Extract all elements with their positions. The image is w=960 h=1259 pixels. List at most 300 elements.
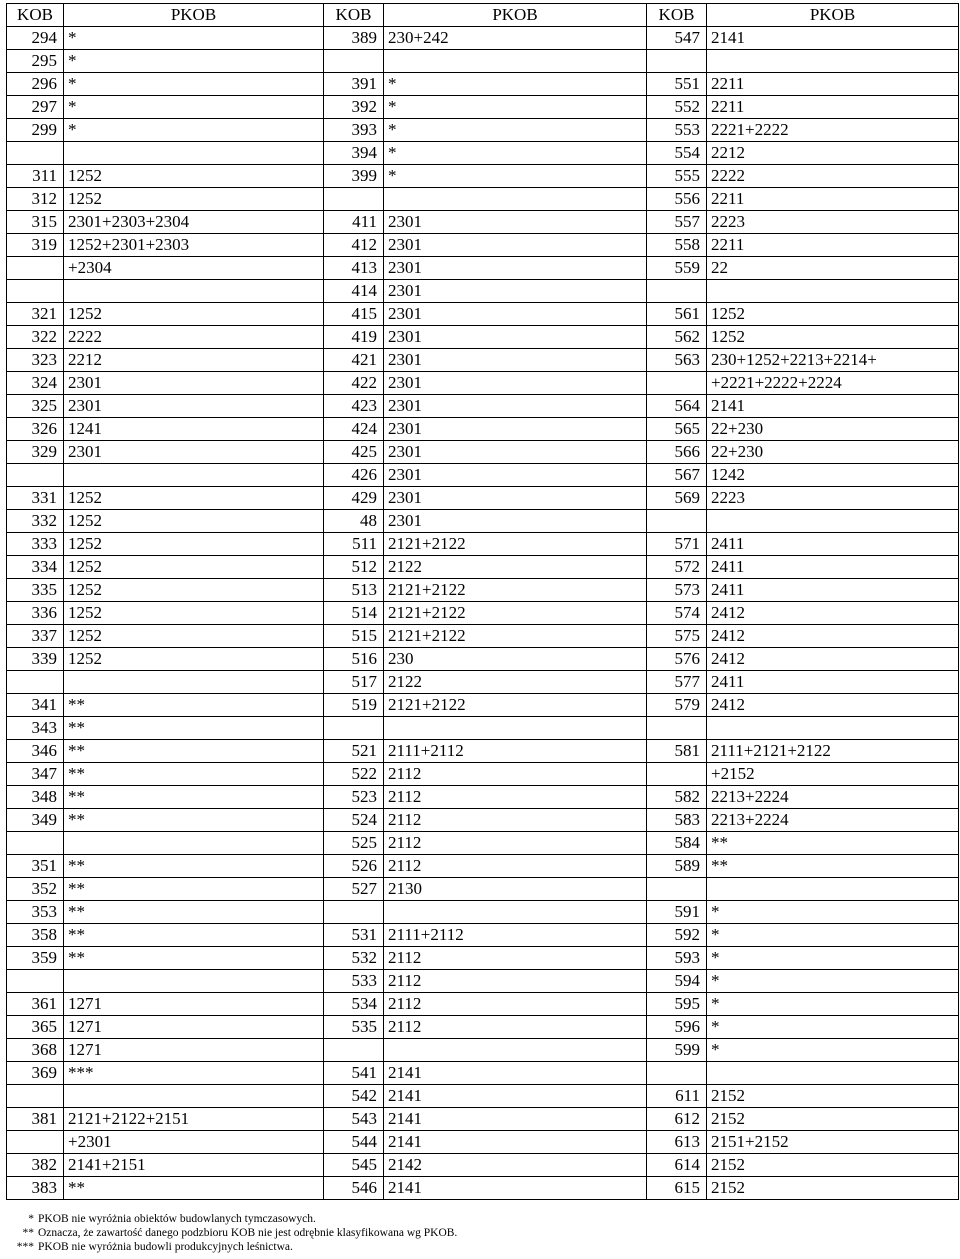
pkob-cell: 2301 <box>384 211 647 234</box>
table-row <box>7 73 959 96</box>
kob-cell: 413 <box>324 257 384 280</box>
kob-cell: 543 <box>324 1108 384 1131</box>
pkob-cell: 1252 <box>707 303 959 326</box>
table-row <box>7 1108 959 1131</box>
pkob-cell: 2301 <box>384 418 647 441</box>
table-row <box>7 878 959 901</box>
pkob-cell: 1252 <box>707 326 959 349</box>
kob-cell: 369 <box>7 1062 64 1085</box>
pkob-cell: 2112 <box>384 763 647 786</box>
pkob-cell: 2112 <box>384 832 647 855</box>
kob-cell: 333 <box>7 533 64 556</box>
kob-cell <box>7 257 64 280</box>
table-row <box>7 234 959 257</box>
pkob-cell: 2121+2122 <box>384 694 647 717</box>
pkob-cell: 2301 <box>384 257 647 280</box>
pkob-cell: 2111+2112 <box>384 740 647 763</box>
pkob-cell: 2141 <box>384 1177 647 1200</box>
kob-cell: 592 <box>647 924 707 947</box>
kob-cell: 341 <box>7 694 64 717</box>
kob-cell: 346 <box>7 740 64 763</box>
pkob-cell <box>64 142 324 165</box>
pkob-cell: 2411 <box>707 671 959 694</box>
pkob-cell: 2301 <box>384 303 647 326</box>
kob-cell: 599 <box>647 1039 707 1062</box>
kob-cell: 541 <box>324 1062 384 1085</box>
pkob-cell: 2211 <box>707 188 959 211</box>
pkob-cell <box>384 901 647 924</box>
pkob-cell: 2222 <box>707 165 959 188</box>
kob-cell <box>647 1062 707 1085</box>
pkob-cell: * <box>707 993 959 1016</box>
kob-cell: 535 <box>324 1016 384 1039</box>
kob-cell: 515 <box>324 625 384 648</box>
kob-cell: 335 <box>7 579 64 602</box>
pkob-cell: 2211 <box>707 234 959 257</box>
pkob-cell: ** <box>707 832 959 855</box>
kob-cell: 322 <box>7 326 64 349</box>
kob-cell: 334 <box>7 556 64 579</box>
pkob-cell: 2301 <box>64 441 324 464</box>
kob-cell: 613 <box>647 1131 707 1154</box>
pkob-cell: 2122 <box>384 556 647 579</box>
pkob-cell: 2211 <box>707 96 959 119</box>
pkob-cell: 2301 <box>384 510 647 533</box>
kob-cell: 411 <box>324 211 384 234</box>
kob-cell: 517 <box>324 671 384 694</box>
pkob-cell: 2141 <box>384 1062 647 1085</box>
kob-cell: 571 <box>647 533 707 556</box>
kob-cell: 315 <box>7 211 64 234</box>
kob-cell: 412 <box>324 234 384 257</box>
pkob-cell: 2112 <box>384 970 647 993</box>
pkob-cell: * <box>64 27 324 50</box>
pkob-cell <box>707 1062 959 1085</box>
table-row <box>7 832 959 855</box>
pkob-cell: 2221+2222 <box>707 119 959 142</box>
footnote-marker: *** <box>16 1241 34 1253</box>
kob-cell: 353 <box>7 901 64 924</box>
header-pkob-2: PKOB <box>384 4 647 27</box>
table-row <box>7 1177 959 1200</box>
kob-cell: 615 <box>647 1177 707 1200</box>
kob-cell: 569 <box>647 487 707 510</box>
pkob-cell: 2141 <box>384 1085 647 1108</box>
kob-cell <box>7 1131 64 1154</box>
kob-cell: 581 <box>647 740 707 763</box>
table-row <box>7 556 959 579</box>
kob-cell: 591 <box>647 901 707 924</box>
table-row <box>7 119 959 142</box>
kob-cell <box>647 280 707 303</box>
pkob-cell: 2112 <box>384 947 647 970</box>
pkob-cell: 1252 <box>64 303 324 326</box>
pkob-cell: * <box>707 947 959 970</box>
table-row <box>7 924 959 947</box>
kob-cell: 424 <box>324 418 384 441</box>
kob-cell: 359 <box>7 947 64 970</box>
pkob-cell: 2301 <box>384 487 647 510</box>
kob-cell: 324 <box>7 372 64 395</box>
kob-cell: 525 <box>324 832 384 855</box>
kob-cell: 347 <box>7 763 64 786</box>
pkob-cell <box>384 717 647 740</box>
pkob-cell <box>384 1039 647 1062</box>
pkob-cell: ** <box>64 786 324 809</box>
kob-cell: 296 <box>7 73 64 96</box>
kob-cell: 329 <box>7 441 64 464</box>
kob-cell: 572 <box>647 556 707 579</box>
header-pkob-1: PKOB <box>64 4 324 27</box>
kob-cell: 389 <box>324 27 384 50</box>
pkob-cell: 1271 <box>64 1039 324 1062</box>
table-row <box>7 464 959 487</box>
pkob-cell <box>64 280 324 303</box>
kob-cell: 352 <box>7 878 64 901</box>
footnote <box>6 1240 956 1254</box>
kob-cell: 522 <box>324 763 384 786</box>
kob-cell <box>324 901 384 924</box>
table-row <box>7 809 959 832</box>
pkob-cell: 2213+2224 <box>707 786 959 809</box>
table-row <box>7 27 959 50</box>
pkob-cell: 2130 <box>384 878 647 901</box>
kob-cell: 351 <box>7 855 64 878</box>
kob-cell: 534 <box>324 993 384 1016</box>
pkob-cell: 2152 <box>707 1154 959 1177</box>
kob-cell: 561 <box>647 303 707 326</box>
pkob-cell <box>384 50 647 73</box>
pkob-cell: * <box>64 50 324 73</box>
kob-cell: 582 <box>647 786 707 809</box>
table-row <box>7 786 959 809</box>
kob-cell: 533 <box>324 970 384 993</box>
pkob-cell: ** <box>64 1177 324 1200</box>
table-row <box>7 671 959 694</box>
footnote <box>6 1212 956 1226</box>
kob-cell: 595 <box>647 993 707 1016</box>
pkob-cell: * <box>384 165 647 188</box>
kob-cell: 394 <box>324 142 384 165</box>
kob-cell: 368 <box>7 1039 64 1062</box>
pkob-cell: ** <box>707 855 959 878</box>
header-kob-3: KOB <box>647 4 707 27</box>
pkob-cell: +2301 <box>64 1131 324 1154</box>
kob-cell: 573 <box>647 579 707 602</box>
pkob-cell: ** <box>64 717 324 740</box>
pkob-cell: * <box>64 119 324 142</box>
kob-cell: 332 <box>7 510 64 533</box>
kob-cell: 566 <box>647 441 707 464</box>
pkob-cell: 1252 <box>64 625 324 648</box>
kob-cell: 583 <box>647 809 707 832</box>
kob-cell: 565 <box>647 418 707 441</box>
table-row <box>7 510 959 533</box>
kob-cell <box>324 188 384 211</box>
footnote-marker: ** <box>22 1227 34 1239</box>
kob-cell <box>647 763 707 786</box>
kob-cell: 399 <box>324 165 384 188</box>
table-row <box>7 487 959 510</box>
kob-cell <box>324 50 384 73</box>
kob-cell: 545 <box>324 1154 384 1177</box>
table-row <box>7 763 959 786</box>
kob-cell: 554 <box>647 142 707 165</box>
kob-cell: 513 <box>324 579 384 602</box>
pkob-cell: * <box>707 970 959 993</box>
header-kob-1: KOB <box>7 4 64 27</box>
kob-cell: 575 <box>647 625 707 648</box>
table-row <box>7 694 959 717</box>
kob-cell: 512 <box>324 556 384 579</box>
kob-cell: 563 <box>647 349 707 372</box>
footnote <box>6 1226 956 1240</box>
kob-cell: 358 <box>7 924 64 947</box>
kob-cell: 349 <box>7 809 64 832</box>
kob-cell: 557 <box>647 211 707 234</box>
pkob-cell: 2141 <box>384 1108 647 1131</box>
kob-cell: 558 <box>647 234 707 257</box>
header-pkob-3: PKOB <box>707 4 959 27</box>
kob-cell: 556 <box>647 188 707 211</box>
pkob-cell: 2142 <box>384 1154 647 1177</box>
kob-cell <box>647 372 707 395</box>
table-row <box>7 993 959 1016</box>
pkob-cell: 1241 <box>64 418 324 441</box>
pkob-cell: 1252 <box>64 556 324 579</box>
kob-cell: 514 <box>324 602 384 625</box>
pkob-cell: 2112 <box>384 1016 647 1039</box>
pkob-cell: 2212 <box>707 142 959 165</box>
kob-cell: 546 <box>324 1177 384 1200</box>
pkob-cell: ** <box>64 809 324 832</box>
kob-cell: 551 <box>647 73 707 96</box>
table-row <box>7 349 959 372</box>
pkob-cell: 1252 <box>64 602 324 625</box>
pkob-cell: 2122 <box>384 671 647 694</box>
pkob-cell: 2301 <box>384 464 647 487</box>
kob-cell: 523 <box>324 786 384 809</box>
kob-cell: 311 <box>7 165 64 188</box>
table-row <box>7 579 959 602</box>
pkob-cell: * <box>707 901 959 924</box>
pkob-cell: 2301 <box>384 234 647 257</box>
kob-cell <box>647 717 707 740</box>
pkob-cell: 2211 <box>707 73 959 96</box>
table-row <box>7 855 959 878</box>
pkob-cell: 2111+2121+2122 <box>707 740 959 763</box>
kob-cell: 596 <box>647 1016 707 1039</box>
kob-cell: 295 <box>7 50 64 73</box>
kob-cell: 542 <box>324 1085 384 1108</box>
pkob-cell: * <box>384 73 647 96</box>
kob-cell: 611 <box>647 1085 707 1108</box>
pkob-cell: 2223 <box>707 487 959 510</box>
pkob-cell: 2152 <box>707 1085 959 1108</box>
kob-cell: 419 <box>324 326 384 349</box>
kob-pkob-table <box>6 3 959 1200</box>
kob-cell: 48 <box>324 510 384 533</box>
pkob-cell: 2121+2122 <box>384 602 647 625</box>
pkob-cell <box>64 832 324 855</box>
kob-cell: 579 <box>647 694 707 717</box>
pkob-cell: 2301 <box>384 349 647 372</box>
pkob-cell: 2411 <box>707 533 959 556</box>
pkob-cell: 2112 <box>384 786 647 809</box>
table-row <box>7 395 959 418</box>
pkob-cell: 2222 <box>64 326 324 349</box>
pkob-cell: 1252 <box>64 165 324 188</box>
kob-cell <box>647 50 707 73</box>
table-row <box>7 1062 959 1085</box>
footnotes <box>6 1212 956 1254</box>
pkob-cell: +2152 <box>707 763 959 786</box>
table-header-row <box>7 4 959 27</box>
table-row <box>7 303 959 326</box>
kob-cell: 348 <box>7 786 64 809</box>
kob-cell: 526 <box>324 855 384 878</box>
table-row <box>7 1016 959 1039</box>
table-row <box>7 441 959 464</box>
kob-cell <box>324 1039 384 1062</box>
pkob-cell: 2301 <box>384 280 647 303</box>
table-row <box>7 533 959 556</box>
footnote-text: PKOB nie wyróżnia obiektów budowlanych tymczasowych. <box>38 1213 316 1225</box>
kob-cell <box>7 832 64 855</box>
kob-cell: 544 <box>324 1131 384 1154</box>
kob-cell: 294 <box>7 27 64 50</box>
kob-cell: 519 <box>324 694 384 717</box>
table-row <box>7 947 959 970</box>
kob-cell: 365 <box>7 1016 64 1039</box>
kob-cell <box>7 1085 64 1108</box>
table-row <box>7 648 959 671</box>
pkob-cell: 2412 <box>707 625 959 648</box>
kob-cell: 382 <box>7 1154 64 1177</box>
table-row <box>7 96 959 119</box>
kob-cell: 323 <box>7 349 64 372</box>
kob-cell <box>647 510 707 533</box>
kob-cell: 393 <box>324 119 384 142</box>
kob-cell: 576 <box>647 648 707 671</box>
table-row <box>7 257 959 280</box>
kob-cell <box>7 464 64 487</box>
kob-cell: 589 <box>647 855 707 878</box>
kob-cell: 555 <box>647 165 707 188</box>
pkob-cell: 2301 <box>384 395 647 418</box>
kob-cell: 319 <box>7 234 64 257</box>
pkob-cell: 2412 <box>707 648 959 671</box>
pkob-cell: 230+1252+2213+2214+ <box>707 349 959 372</box>
pkob-cell: 22 <box>707 257 959 280</box>
table-row <box>7 165 959 188</box>
footnote-marker: * <box>28 1213 34 1225</box>
pkob-cell: *** <box>64 1062 324 1085</box>
pkob-cell: 2151+2152 <box>707 1131 959 1154</box>
kob-cell: 391 <box>324 73 384 96</box>
pkob-cell: 2411 <box>707 579 959 602</box>
table-row <box>7 740 959 763</box>
kob-cell: 299 <box>7 119 64 142</box>
kob-cell: 383 <box>7 1177 64 1200</box>
pkob-cell: 230 <box>384 648 647 671</box>
pkob-cell: 1271 <box>64 1016 324 1039</box>
kob-cell: 321 <box>7 303 64 326</box>
pkob-cell: 2121+2122 <box>384 533 647 556</box>
kob-cell: 527 <box>324 878 384 901</box>
kob-cell: 422 <box>324 372 384 395</box>
pkob-cell: 22+230 <box>707 441 959 464</box>
pkob-cell: 1252 <box>64 510 324 533</box>
kob-cell: 574 <box>647 602 707 625</box>
kob-cell: 612 <box>647 1108 707 1131</box>
kob-cell: 559 <box>647 257 707 280</box>
table-body <box>7 27 959 1200</box>
pkob-cell: 1252 <box>64 533 324 556</box>
kob-cell: 593 <box>647 947 707 970</box>
pkob-cell: 2301 <box>64 372 324 395</box>
kob-cell <box>7 142 64 165</box>
pkob-cell: 2121+2122 <box>384 625 647 648</box>
pkob-cell: ** <box>64 740 324 763</box>
pkob-cell: * <box>384 119 647 142</box>
pkob-cell <box>64 671 324 694</box>
pkob-cell: ** <box>64 947 324 970</box>
table-row <box>7 717 959 740</box>
table-row <box>7 372 959 395</box>
kob-cell: 562 <box>647 326 707 349</box>
pkob-cell: 2121+2122+2151 <box>64 1108 324 1131</box>
kob-cell: 331 <box>7 487 64 510</box>
pkob-cell: 2112 <box>384 809 647 832</box>
table-row <box>7 1154 959 1177</box>
pkob-cell: +2304 <box>64 257 324 280</box>
pkob-cell: 2111+2112 <box>384 924 647 947</box>
pkob-cell: 2112 <box>384 855 647 878</box>
pkob-cell <box>707 717 959 740</box>
kob-cell: 429 <box>324 487 384 510</box>
kob-cell: 414 <box>324 280 384 303</box>
kob-cell: 511 <box>324 533 384 556</box>
table-row <box>7 326 959 349</box>
pkob-cell: 2152 <box>707 1177 959 1200</box>
pkob-cell: * <box>707 924 959 947</box>
pkob-cell: ** <box>64 924 324 947</box>
pkob-cell: 2223 <box>707 211 959 234</box>
kob-cell <box>7 280 64 303</box>
pkob-cell: * <box>64 96 324 119</box>
kob-cell: 567 <box>647 464 707 487</box>
pkob-cell: 230+242 <box>384 27 647 50</box>
pkob-cell <box>707 50 959 73</box>
pkob-cell: 2213+2224 <box>707 809 959 832</box>
kob-cell: 614 <box>647 1154 707 1177</box>
table-row <box>7 418 959 441</box>
pkob-cell: 1252+2301+2303 <box>64 234 324 257</box>
table-row <box>7 1039 959 1062</box>
pkob-cell <box>707 280 959 303</box>
table-row <box>7 625 959 648</box>
pkob-cell: 2141 <box>384 1131 647 1154</box>
kob-cell: 339 <box>7 648 64 671</box>
pkob-cell: 2141 <box>707 27 959 50</box>
pkob-cell: 1252 <box>64 579 324 602</box>
pkob-cell: 2301+2303+2304 <box>64 211 324 234</box>
kob-cell: 553 <box>647 119 707 142</box>
kob-cell: 577 <box>647 671 707 694</box>
pkob-cell <box>707 878 959 901</box>
pkob-cell: 1271 <box>64 993 324 1016</box>
